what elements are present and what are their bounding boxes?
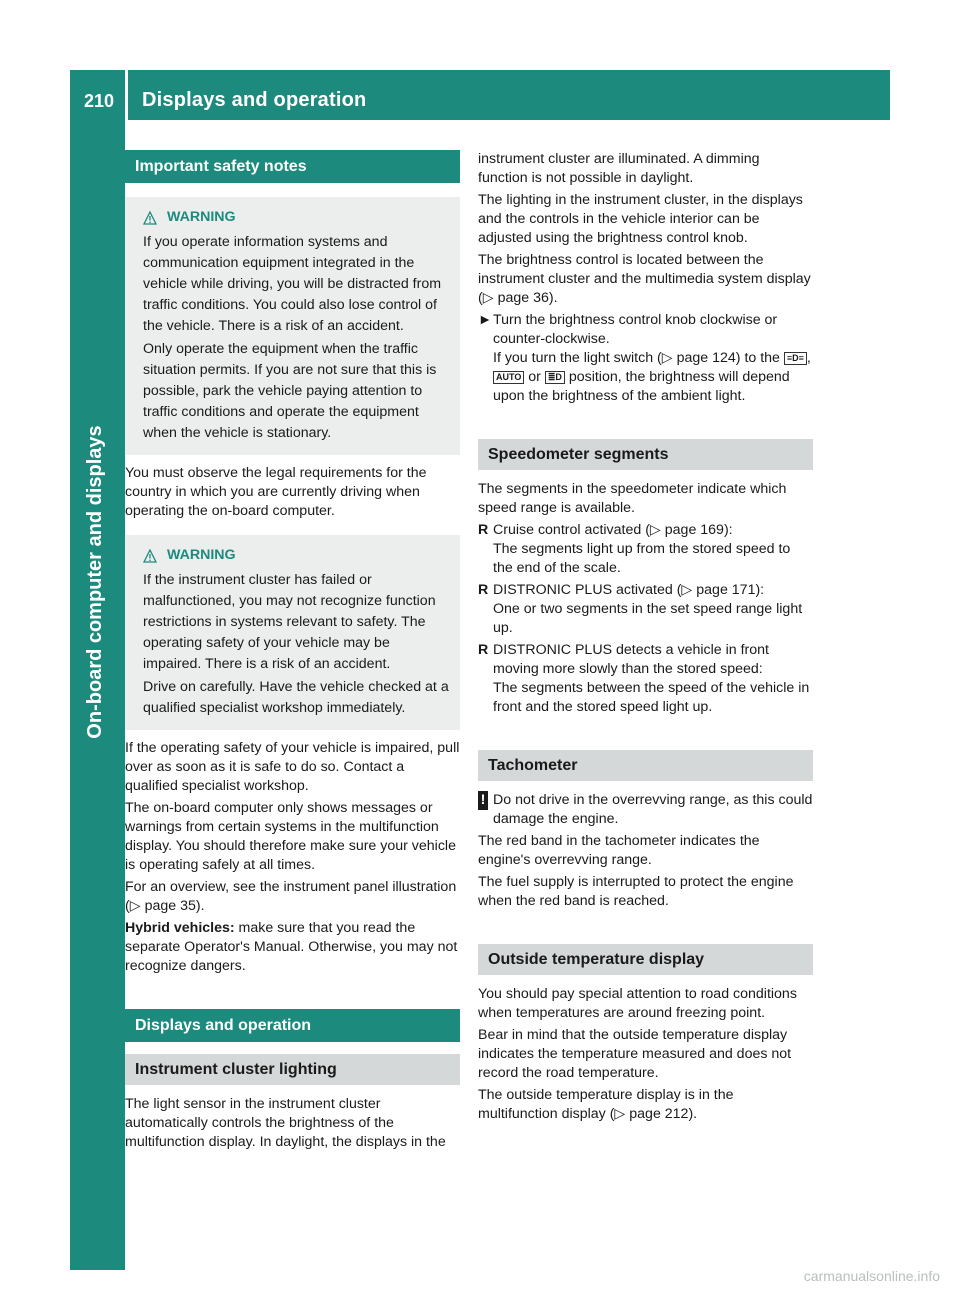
list-item [478,641,813,717]
header-divider [125,70,128,120]
header-bar [70,70,890,120]
adjust-paragraph: The lighting in the instrument cluster, in the displays and the controls in the vehicle interior can be adjusted using the brightness control knob. [478,192,803,246]
warning-label-1: WARNING [167,209,236,225]
lighting-heading: Instrument cluster lighting [125,1054,460,1085]
bullet-icon: R [478,582,489,598]
step-arrow-icon: ► [478,312,493,328]
step-switch-text-a: If you turn the light switch (▷ page 124) to the [493,350,784,366]
step-turn-knob: ► Turn the brightness control knob clockwise or counter-clockwise. If you turn the light switch (▷ page 124) to the ≡D≡ , AUTO or ≣D position, the brightness will depend upon the brightness of the ambient light. [478,312,811,404]
warning-head-1 [143,207,452,228]
temp-paragraph-3: The outside temperature display is in the multifunction display (▷ page 212). [478,1087,734,1122]
warning-1-text-1: If you operate information systems and communication equipment integrated in the vehicle while driving, you will be distracted from traffic conditions. You could also lose control of the vehicle. There is a risk of an accident. [143,234,442,334]
list-item-title: Cruise control activated (▷ page 169): [493,522,733,538]
warning-box-1 [125,197,460,455]
list-item-desc: The segments between the speed of the vehicle in front and the stored speed light up. [493,680,810,715]
messages-paragraph: The on-board computer only shows messages or warnings from certain systems in the multifunction display. You should therefore make sure your vehicle is operating safely at all times. [125,800,456,873]
speedo-intro: The segments in the speedometer indicate which speed range is available. [478,481,787,516]
lighting-paragraph: The light sensor in the instrument cluster automatically controls the brightness of the multifunction display. In daylight, the displays in the [125,1096,446,1150]
safety-heading: Important safety notes [125,150,460,183]
tacho-note [478,791,813,829]
warning-head-2 [143,545,452,566]
tacho-heading: Tachometer [478,750,813,781]
page-number: 210 [84,91,115,111]
lighting-continued: instrument cluster are illuminated. A dimming function is not possible in daylight. [478,151,760,186]
warning-triangle-icon [143,211,157,225]
warning-2-text-2: Drive on carefully. Have the vehicle checked at a qualified specialist workshop immediately. [143,679,449,716]
bullet-icon: R [478,522,489,538]
caution-icon: ! [478,791,488,810]
list-item [478,581,813,638]
warning-label-2: WARNING [167,547,236,563]
temp-paragraph-2: Bear in mind that the outside temperature display indicates the temperature measured and does not record the road temperature. [478,1027,792,1081]
displays-heading: Displays and operation [125,1009,460,1042]
tacho-paragraph-1: The red band in the tachometer indicates the engine's overrevving range. [478,833,760,868]
temp-heading: Outside temperature display [478,944,813,975]
located-paragraph: The brightness control is located between the instrument cluster and the multimedia system display (▷ page 36). [478,252,811,306]
list-item-desc: One or two segments in the set speed range light up. [493,601,803,636]
header-title: Displays and operation [142,89,367,111]
legal-paragraph: You must observe the legal requirements for the country in which you are currently driving when operating the on-board computer. [125,465,427,519]
hybrid-paragraph [125,919,460,976]
warning-2-text-1: If the instrument cluster has failed or malfunctioned, you may not recognize function restrictions in systems relevant to safety. The operating safety of your vehicle may be impaired. There is a risk of an accident. [143,572,436,672]
hybrid-label: Hybrid vehicles: [125,920,235,936]
watermark: carmanualsonline.info [803,1268,940,1284]
list-item-desc: The segments light up from the stored speed to the end of the scale. [493,541,791,576]
hybrid-text: make sure that you read the separate Operator's Manual. Otherwise, you may not recognize dangers. [125,920,458,974]
low-beam-icon: ≣D [545,371,565,384]
list-item-title: DISTRONIC PLUS detects a vehicle in front moving more slowly than the stored speed: [493,642,769,677]
step-turn-text: Turn the brightness control knob clockwise or counter-clockwise. [493,312,778,347]
overview-paragraph: For an overview, see the instrument panel illustration (▷ page 35). [125,879,457,914]
list-item-title: DISTRONIC PLUS activated (▷ page 171): [493,582,765,598]
warning-triangle-icon [143,549,157,563]
bullet-icon: R [478,642,489,658]
left-column [125,150,460,1155]
impaired-paragraph: If the operating safety of your vehicle is impaired, pull over as soon as it is safe to do so. Contact a qualified specialist workshop. [125,740,460,794]
side-label-text: On-board computer and displays [84,425,106,739]
warning-box-2 [125,535,460,730]
auto-light-icon: AUTO [493,371,524,384]
list-item [478,521,813,578]
temp-paragraph-1: You should pay special attention to road conditions when temperatures are around freezing point. [478,986,797,1021]
or-text: or [524,369,545,385]
tacho-paragraph-2: The fuel supply is interrupted to protect the engine when the red band is reached. [478,874,794,909]
speedo-heading: Speedometer segments [478,439,813,470]
parking-light-icon: ≡D≡ [784,352,807,365]
right-column [478,150,813,1127]
warning-1-text-2: Only operate the equipment when the traffic situation permits. If you are not sure that this is possible, park the vehicle paying attention to traffic conditions and operate the equipment when the vehicle is stationary. [143,341,437,441]
step-switch-text-b: position, the brightness will depend upon the brightness of the ambient light. [493,369,790,404]
tacho-note-text: Do not drive in the overrevving range, as this could damage the engine. [493,792,813,827]
